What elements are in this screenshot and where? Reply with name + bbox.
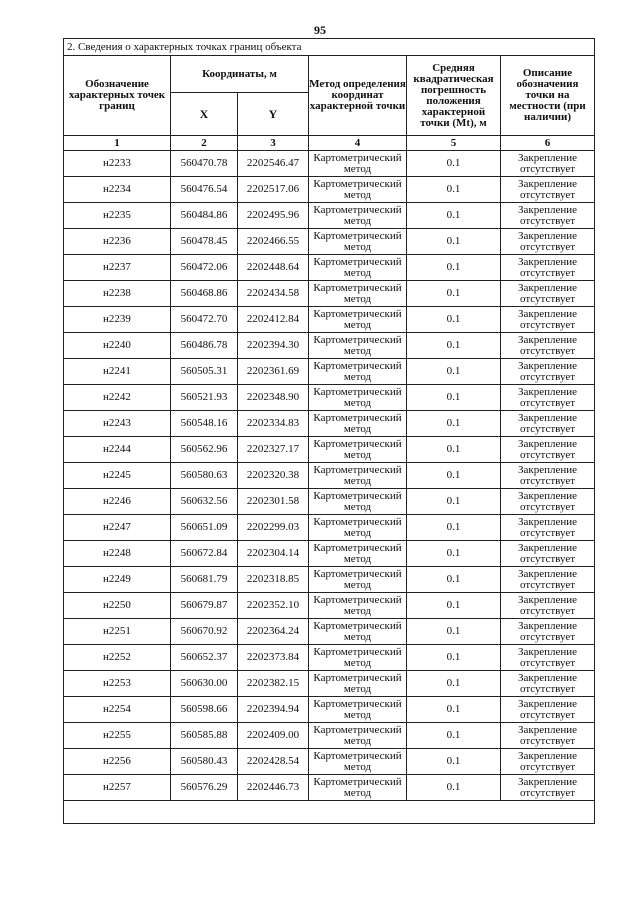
coordinate-x: 560468.86 <box>171 281 238 307</box>
header-error: Средняя квадратическая погрешность положения характерной точки (Mt), м <box>407 56 501 136</box>
description-cell: Закрепление отсутствует <box>501 359 595 385</box>
table-row <box>64 593 595 619</box>
coordinate-x: 560580.63 <box>171 463 238 489</box>
coordinate-x: 560478.45 <box>171 229 238 255</box>
coordinate-x: 560486.78 <box>171 333 238 359</box>
coordinate-x: 560632.56 <box>171 489 238 515</box>
error-cell: 0.1 <box>407 333 501 359</box>
method-cell: Картометрический метод <box>309 697 407 723</box>
table-row <box>64 541 595 567</box>
coordinate-y: 2202517.06 <box>238 177 309 203</box>
description-cell: Закрепление отсутствует <box>501 723 595 749</box>
point-name: н2236 <box>64 229 171 255</box>
table-row <box>64 255 595 281</box>
point-name: н2246 <box>64 489 171 515</box>
table-footer-cell <box>64 801 595 824</box>
error-cell: 0.1 <box>407 255 501 281</box>
error-cell: 0.1 <box>407 411 501 437</box>
error-cell: 0.1 <box>407 723 501 749</box>
coordinate-y: 2202373.84 <box>238 645 309 671</box>
table-row <box>64 177 595 203</box>
method-cell: Картометрический метод <box>309 489 407 515</box>
description-cell: Закрепление отсутствует <box>501 437 595 463</box>
column-number-row <box>64 136 595 151</box>
error-cell: 0.1 <box>407 489 501 515</box>
point-name: н2240 <box>64 333 171 359</box>
coordinate-x: 560476.54 <box>171 177 238 203</box>
error-cell: 0.1 <box>407 541 501 567</box>
coordinate-y: 2202495.96 <box>238 203 309 229</box>
table-row <box>64 307 595 333</box>
point-name: н2251 <box>64 619 171 645</box>
description-cell: Закрепление отсутствует <box>501 749 595 775</box>
table-row <box>64 567 595 593</box>
error-cell: 0.1 <box>407 229 501 255</box>
description-cell: Закрепление отсутствует <box>501 255 595 281</box>
point-name: н2233 <box>64 151 171 177</box>
coordinate-y: 2202361.69 <box>238 359 309 385</box>
table-footer-row <box>64 801 595 824</box>
coordinate-y: 2202299.03 <box>238 515 309 541</box>
point-name: н2247 <box>64 515 171 541</box>
section-title-row <box>64 39 595 56</box>
header-description: Описание обозначения точки на местности (при наличии) <box>501 56 595 136</box>
method-cell: Картометрический метод <box>309 619 407 645</box>
coordinate-x: 560651.09 <box>171 515 238 541</box>
header-row <box>64 56 595 93</box>
point-name: н2255 <box>64 723 171 749</box>
description-cell: Закрепление отсутствует <box>501 463 595 489</box>
error-cell: 0.1 <box>407 671 501 697</box>
method-cell: Картометрический метод <box>309 203 407 229</box>
point-name: н2235 <box>64 203 171 229</box>
table-row <box>64 723 595 749</box>
table-row <box>64 385 595 411</box>
coordinate-x: 560670.92 <box>171 619 238 645</box>
error-cell: 0.1 <box>407 567 501 593</box>
description-cell: Закрепление отсутствует <box>501 411 595 437</box>
coordinate-x: 560630.00 <box>171 671 238 697</box>
method-cell: Картометрический метод <box>309 229 407 255</box>
coordinate-y: 2202466.55 <box>238 229 309 255</box>
point-name: н2252 <box>64 645 171 671</box>
error-cell: 0.1 <box>407 749 501 775</box>
table-row <box>64 333 595 359</box>
column-number: 5 <box>407 136 501 151</box>
coordinate-y: 2202448.64 <box>238 255 309 281</box>
error-cell: 0.1 <box>407 775 501 801</box>
method-cell: Картометрический метод <box>309 567 407 593</box>
table-row <box>64 281 595 307</box>
coordinate-x: 560679.87 <box>171 593 238 619</box>
points-table <box>63 38 595 824</box>
coordinate-x: 560472.06 <box>171 255 238 281</box>
coordinate-y: 2202327.17 <box>238 437 309 463</box>
description-cell: Закрепление отсутствует <box>501 645 595 671</box>
table-row <box>64 697 595 723</box>
coordinate-x: 560598.66 <box>171 697 238 723</box>
method-cell: Картометрический метод <box>309 307 407 333</box>
table-row <box>64 463 595 489</box>
method-cell: Картометрический метод <box>309 359 407 385</box>
description-cell: Закрепление отсутствует <box>501 489 595 515</box>
coordinate-x: 560470.78 <box>171 151 238 177</box>
method-cell: Картометрический метод <box>309 775 407 801</box>
method-cell: Картометрический метод <box>309 515 407 541</box>
point-name: н2242 <box>64 385 171 411</box>
method-cell: Картометрический метод <box>309 541 407 567</box>
coordinate-y: 2202352.10 <box>238 593 309 619</box>
table-row <box>64 229 595 255</box>
table-row <box>64 437 595 463</box>
error-cell: 0.1 <box>407 593 501 619</box>
error-cell: 0.1 <box>407 307 501 333</box>
method-cell: Картометрический метод <box>309 749 407 775</box>
error-cell: 0.1 <box>407 203 501 229</box>
coordinate-y: 2202446.73 <box>238 775 309 801</box>
coordinate-y: 2202320.38 <box>238 463 309 489</box>
description-cell: Закрепление отсутствует <box>501 307 595 333</box>
table-row <box>64 203 595 229</box>
description-cell: Закрепление отсутствует <box>501 619 595 645</box>
error-cell: 0.1 <box>407 463 501 489</box>
description-cell: Закрепление отсутствует <box>501 229 595 255</box>
method-cell: Картометрический метод <box>309 463 407 489</box>
column-number: 1 <box>64 136 171 151</box>
column-number: 4 <box>309 136 407 151</box>
header-designation: Обозначение характерных точек границ <box>64 56 171 136</box>
point-name: н2234 <box>64 177 171 203</box>
method-cell: Картометрический метод <box>309 593 407 619</box>
method-cell: Картометрический метод <box>309 151 407 177</box>
error-cell: 0.1 <box>407 437 501 463</box>
header-x: X <box>171 93 238 136</box>
coordinate-x: 560472.70 <box>171 307 238 333</box>
coordinate-y: 2202334.83 <box>238 411 309 437</box>
method-cell: Картометрический метод <box>309 281 407 307</box>
method-cell: Картометрический метод <box>309 177 407 203</box>
description-cell: Закрепление отсутствует <box>501 385 595 411</box>
point-name: н2250 <box>64 593 171 619</box>
table-row <box>64 645 595 671</box>
error-cell: 0.1 <box>407 645 501 671</box>
header-y: Y <box>238 93 309 136</box>
method-cell: Картометрический метод <box>309 645 407 671</box>
coordinate-x: 560505.31 <box>171 359 238 385</box>
table-row <box>64 749 595 775</box>
coordinate-y: 2202394.30 <box>238 333 309 359</box>
point-name: н2256 <box>64 749 171 775</box>
description-cell: Закрепление отсутствует <box>501 515 595 541</box>
table-row <box>64 775 595 801</box>
error-cell: 0.1 <box>407 697 501 723</box>
point-name: н2243 <box>64 411 171 437</box>
coordinate-x: 560548.16 <box>171 411 238 437</box>
description-cell: Закрепление отсутствует <box>501 281 595 307</box>
coordinate-y: 2202301.58 <box>238 489 309 515</box>
coordinate-y: 2202304.14 <box>238 541 309 567</box>
point-name: н2249 <box>64 567 171 593</box>
coordinate-y: 2202428.54 <box>238 749 309 775</box>
error-cell: 0.1 <box>407 177 501 203</box>
point-name: н2244 <box>64 437 171 463</box>
method-cell: Картометрический метод <box>309 723 407 749</box>
column-number: 3 <box>238 136 309 151</box>
method-cell: Картометрический метод <box>309 411 407 437</box>
description-cell: Закрепление отсутствует <box>501 541 595 567</box>
point-name: н2248 <box>64 541 171 567</box>
method-cell: Картометрический метод <box>309 255 407 281</box>
coordinate-x: 560580.43 <box>171 749 238 775</box>
method-cell: Картометрический метод <box>309 385 407 411</box>
coordinate-x: 560576.29 <box>171 775 238 801</box>
description-cell: Закрепление отсутствует <box>501 593 595 619</box>
coordinate-x: 560521.93 <box>171 385 238 411</box>
coordinate-y: 2202318.85 <box>238 567 309 593</box>
page-number: 95 <box>314 23 326 37</box>
description-cell: Закрепление отсутствует <box>501 177 595 203</box>
coordinate-y: 2202394.94 <box>238 697 309 723</box>
description-cell: Закрепление отсутствует <box>501 567 595 593</box>
description-cell: Закрепление отсутствует <box>501 151 595 177</box>
error-cell: 0.1 <box>407 359 501 385</box>
table-row <box>64 359 595 385</box>
table-row <box>64 411 595 437</box>
column-number: 2 <box>171 136 238 151</box>
coordinate-y: 2202409.00 <box>238 723 309 749</box>
error-cell: 0.1 <box>407 281 501 307</box>
header-coordinates: Координаты, м <box>171 56 309 93</box>
table-row <box>64 619 595 645</box>
coordinate-y: 2202412.84 <box>238 307 309 333</box>
section-title: 2. Сведения о характерных точках границ объекта <box>64 39 595 56</box>
coordinate-y: 2202434.58 <box>238 281 309 307</box>
header-method: Метод определения координат характерной точки <box>309 56 407 136</box>
point-name: н2238 <box>64 281 171 307</box>
method-cell: Картометрический метод <box>309 671 407 697</box>
point-name: н2239 <box>64 307 171 333</box>
point-name: н2254 <box>64 697 171 723</box>
description-cell: Закрепление отсутствует <box>501 671 595 697</box>
point-name: н2245 <box>64 463 171 489</box>
coordinate-y: 2202348.90 <box>238 385 309 411</box>
coordinate-y: 2202364.24 <box>238 619 309 645</box>
table-row <box>64 671 595 697</box>
error-cell: 0.1 <box>407 151 501 177</box>
method-cell: Картометрический метод <box>309 437 407 463</box>
description-cell: Закрепление отсутствует <box>501 697 595 723</box>
coordinate-y: 2202546.47 <box>238 151 309 177</box>
coordinate-x: 560652.37 <box>171 645 238 671</box>
column-number: 6 <box>501 136 595 151</box>
coordinate-y: 2202382.15 <box>238 671 309 697</box>
point-name: н2241 <box>64 359 171 385</box>
description-cell: Закрепление отсутствует <box>501 333 595 359</box>
point-name: н2253 <box>64 671 171 697</box>
point-name: н2237 <box>64 255 171 281</box>
description-cell: Закрепление отсутствует <box>501 203 595 229</box>
coordinate-x: 560562.96 <box>171 437 238 463</box>
table-row <box>64 515 595 541</box>
point-name: н2257 <box>64 775 171 801</box>
coordinate-x: 560681.79 <box>171 567 238 593</box>
method-cell: Картометрический метод <box>309 333 407 359</box>
table-row <box>64 151 595 177</box>
table-row <box>64 489 595 515</box>
coordinate-x: 560585.88 <box>171 723 238 749</box>
coordinate-x: 560484.86 <box>171 203 238 229</box>
description-cell: Закрепление отсутствует <box>501 775 595 801</box>
error-cell: 0.1 <box>407 619 501 645</box>
error-cell: 0.1 <box>407 515 501 541</box>
error-cell: 0.1 <box>407 385 501 411</box>
coordinate-x: 560672.84 <box>171 541 238 567</box>
